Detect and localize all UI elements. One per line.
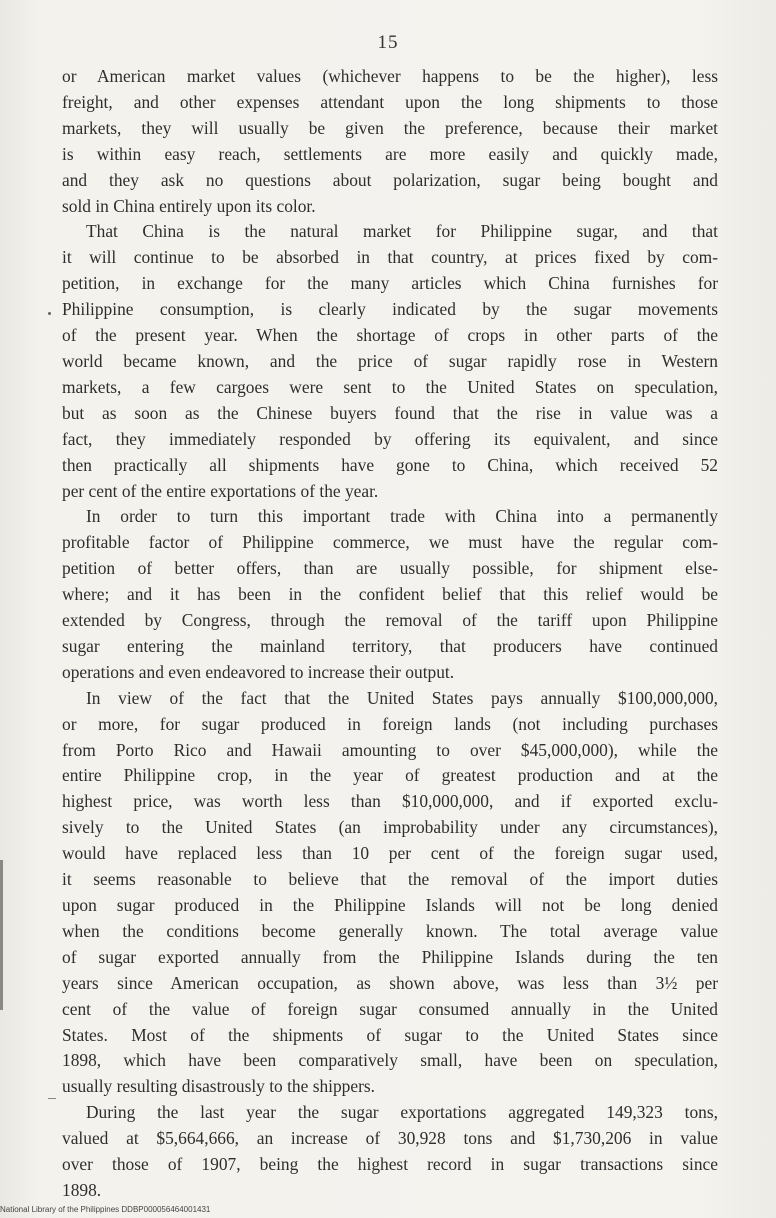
text-line: when the conditions become generally known. The total average value: [62, 920, 718, 941]
text-line: sively to the United States (an improbability under any circumstances),: [62, 817, 718, 838]
text-line: extended by Congress, through the removal of the tariff upon Philippine: [62, 610, 718, 631]
text-line: sugar entering the mainland territory, that producers have continued: [62, 635, 718, 656]
text-line: and they ask no questions about polarization, sugar being bought and: [62, 169, 718, 190]
text-line: highest price, was worth less than $10,000,000, and if exported exclu-: [62, 791, 718, 812]
text-line: world became known, and the price of sugar rapidly rose in Western: [62, 350, 718, 371]
text-line: markets, a few cargoes were sent to the United States on speculation,: [62, 376, 718, 397]
body-text: [62, 64, 718, 1204]
text-line: would have replaced less than 10 per cent of the foreign sugar used,: [62, 843, 718, 864]
paragraph-4: [62, 686, 718, 1101]
text-line: fact, they immediately responded by offering its equivalent, and since: [62, 428, 718, 449]
text-line: is within easy reach, settlements are more easily and quickly made,: [62, 143, 718, 164]
scan-speck: [48, 1098, 56, 1099]
text-line: or more, for sugar produced in foreign lands (not including purchases: [62, 713, 718, 734]
text-line: freight, and other expenses attendant upon the long shipments to those: [62, 91, 718, 112]
binding-edge-shadow: [0, 860, 3, 1010]
text-line: entire Philippine crop, in the year of greatest production and at the: [62, 765, 718, 786]
text-line: sold in China entirely upon its color.: [62, 195, 316, 216]
text-line: where; and it has been in the confident belief that this relief would be: [62, 584, 718, 605]
paragraph-5: [62, 1100, 718, 1204]
text-line: over those of 1907, being the highest record in sugar transactions since: [62, 1154, 718, 1175]
text-line: of the present year. When the shortage of crops in other parts of the: [62, 325, 718, 346]
text-line: from Porto Rico and Hawaii amounting to over $45,000,000), while the: [62, 739, 718, 760]
text-line: 1898, which have been comparatively small, have been on speculation,: [62, 1050, 718, 1071]
text-line: it seems reasonable to believe that the removal of the import duties: [62, 869, 718, 890]
text-line: valued at $5,664,666, an increase of 30,928 tons and $1,730,206 in value: [62, 1128, 718, 1149]
text-line: upon sugar produced in the Philippine Islands will not be long denied: [62, 895, 718, 915]
text-line: years since American occupation, as shown above, was less than 3½ per: [62, 972, 718, 993]
scan-footer-label: National Library of the Philippines DDBP000056464001431: [0, 1205, 211, 1214]
text-line: Philippine consumption, is clearly indicated by the sugar movements: [62, 299, 718, 320]
text-line: then practically all shipments have gone to China, which received 52: [62, 454, 718, 475]
text-line: States. Most of the shipments of sugar to the United States since: [62, 1024, 718, 1045]
text-line: per cent of the entire exportations of the year.: [62, 480, 379, 501]
text-line: it will continue to be absorbed in that country, at prices fixed by com-: [62, 247, 718, 268]
text-line: markets, they will usually be given the preference, because their market: [62, 117, 718, 138]
text-line: but as soon as the Chinese buyers found that the rise in value was a: [62, 402, 718, 423]
paragraph-1: [62, 64, 718, 219]
paragraph-3: [62, 504, 718, 685]
text-line: cent of the value of foreign sugar consumed annually in the United: [62, 998, 718, 1019]
text-line: During the last year the sugar exportations aggregated 149,323 tons,: [86, 1102, 718, 1123]
scan-speck: [48, 312, 51, 315]
page-number: 15: [377, 32, 399, 53]
text-line: In order to turn this important trade with China into a permanently: [86, 506, 718, 527]
text-line: petition of better offers, than are usually possible, for shipment else-: [62, 558, 718, 579]
text-line: petition, in exchange for the many articles which China furnishes for: [62, 273, 718, 294]
text-line: That China is the natural market for Philippine sugar, and that: [86, 221, 718, 242]
paragraph-2: [62, 219, 718, 504]
text-line: operations and even endeavored to increase their output.: [62, 661, 455, 682]
text-line: 1898.: [62, 1179, 102, 1200]
text-line: of sugar exported annually from the Philippine Islands during the ten: [62, 946, 718, 967]
text-line: or American market values (whichever happens to be the higher), less: [62, 66, 718, 86]
text-line: profitable factor of Philippine commerce, we must have the regular com-: [62, 532, 718, 553]
text-line: usually resulting disastrously to the shippers.: [62, 1076, 376, 1097]
text-line: In view of the fact that the United States pays annually $100,000,000,: [86, 687, 718, 708]
